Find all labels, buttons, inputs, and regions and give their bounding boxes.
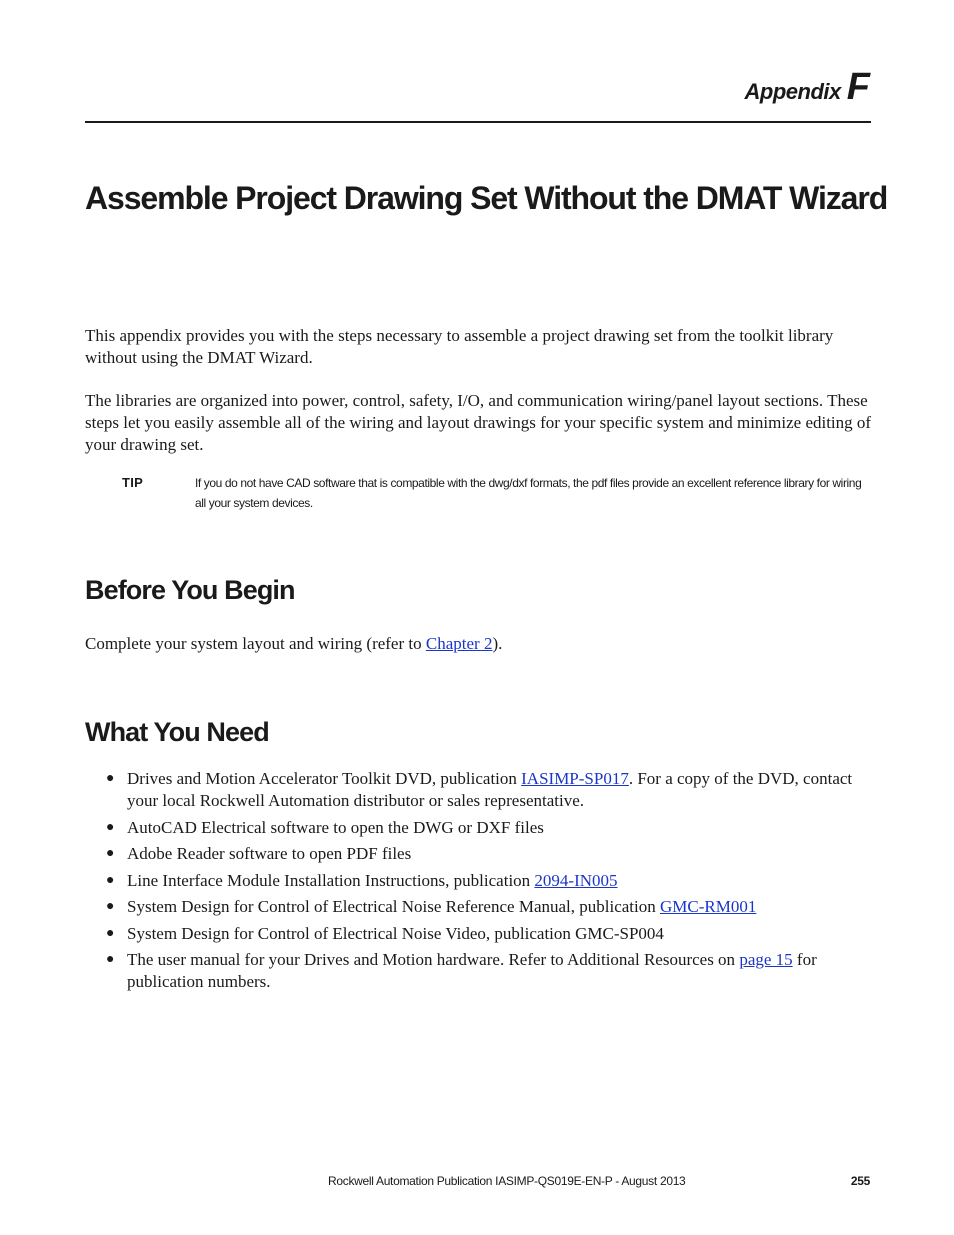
iasimp-sp017-link[interactable]: IASIMP-SP017: [521, 769, 629, 788]
tip-label: TIP: [122, 475, 144, 490]
2094-in005-link[interactable]: 2094-IN005: [534, 870, 618, 890]
bullet-icon: ●: [106, 819, 115, 835]
list-item-text: Line Interface Module Installation Instructions, publication: [127, 870, 535, 890]
page-15-link[interactable]: page 15: [739, 950, 793, 969]
tip-text: If you do not have CAD software that is compatible with the dwg/dxf formats, the pdf files provide an excellent reference library for wiring all your system devices.: [195, 476, 862, 510]
before-you-begin-text: [85, 633, 875, 655]
before-you-begin-heading: Before You Begin: [85, 575, 295, 605]
list-item-text: System Design for Control of Electrical Noise Video, publication GMC-SP004: [127, 923, 664, 943]
list-item: [85, 843, 875, 865]
before-you-begin-text-start: Complete your system layout and wiring (refer to: [85, 634, 426, 653]
list-item-text: AutoCAD Electrical software to open the DWG or DXF files: [127, 817, 544, 837]
list-item: [85, 923, 875, 945]
list-item-text-end: for publication numbers.: [127, 950, 817, 991]
page-title: Assemble Project Drawing Set Without the DMAT Wizard: [85, 180, 888, 216]
bullet-icon: ●: [106, 899, 115, 914]
bullet-icon: ●: [106, 771, 115, 786]
appendix-word: Appendix: [744, 79, 841, 104]
list-item-text: The user manual for your Drives and Motion hardware. Refer to Additional Resources on: [127, 950, 740, 969]
what-you-need-list: [85, 768, 875, 998]
header-rule: [85, 121, 871, 123]
list-item: [85, 896, 875, 918]
bullet-icon: ●: [106, 872, 115, 888]
list-item: [85, 949, 875, 993]
footer-publication: Rockwell Automation Publication IASIMP-QS019E-EN-P - August 2013: [328, 1174, 686, 1188]
intro-paragraph-1: This appendix provides you with the steps necessary to assemble a project drawing set from the toolkit library without using the DMAT Wizard.: [85, 326, 834, 367]
intro-paragraph-2: The libraries are organized into power, control, safety, I/O, and communication wiring/panel layout sections. These steps let you easily assemble all of the wiring and layout drawings for your specific system and minimize editing of your drawing set.: [85, 391, 872, 454]
bullet-icon: ●: [106, 925, 115, 941]
appendix-letter: F: [846, 66, 870, 108]
gmc-rm001-link[interactable]: GMC-RM001: [660, 897, 757, 916]
appendix-header: [745, 66, 870, 109]
bullet-icon: ●: [106, 846, 115, 861]
chapter-2-link[interactable]: Chapter 2: [425, 634, 493, 653]
footer-page-number: 255: [850, 1174, 870, 1188]
bullet-icon: ●: [106, 952, 115, 967]
list-item-text: Drives and Motion Accelerator Toolkit DVD, publication: [127, 769, 522, 788]
list-item-text: Adobe Reader software to open PDF files: [127, 844, 412, 863]
what-you-need-heading: What You Need: [85, 717, 269, 747]
list-item-text-end: . For a copy of the DVD, contact your local Rockwell Automation distributor or sales representative.: [127, 769, 853, 810]
list-item: [85, 870, 875, 892]
list-item: [85, 817, 875, 839]
list-item: [85, 768, 875, 812]
list-item-text: System Design for Control of Electrical Noise Reference Manual, publication: [127, 897, 660, 916]
before-you-begin-text-end: ).: [492, 634, 503, 653]
